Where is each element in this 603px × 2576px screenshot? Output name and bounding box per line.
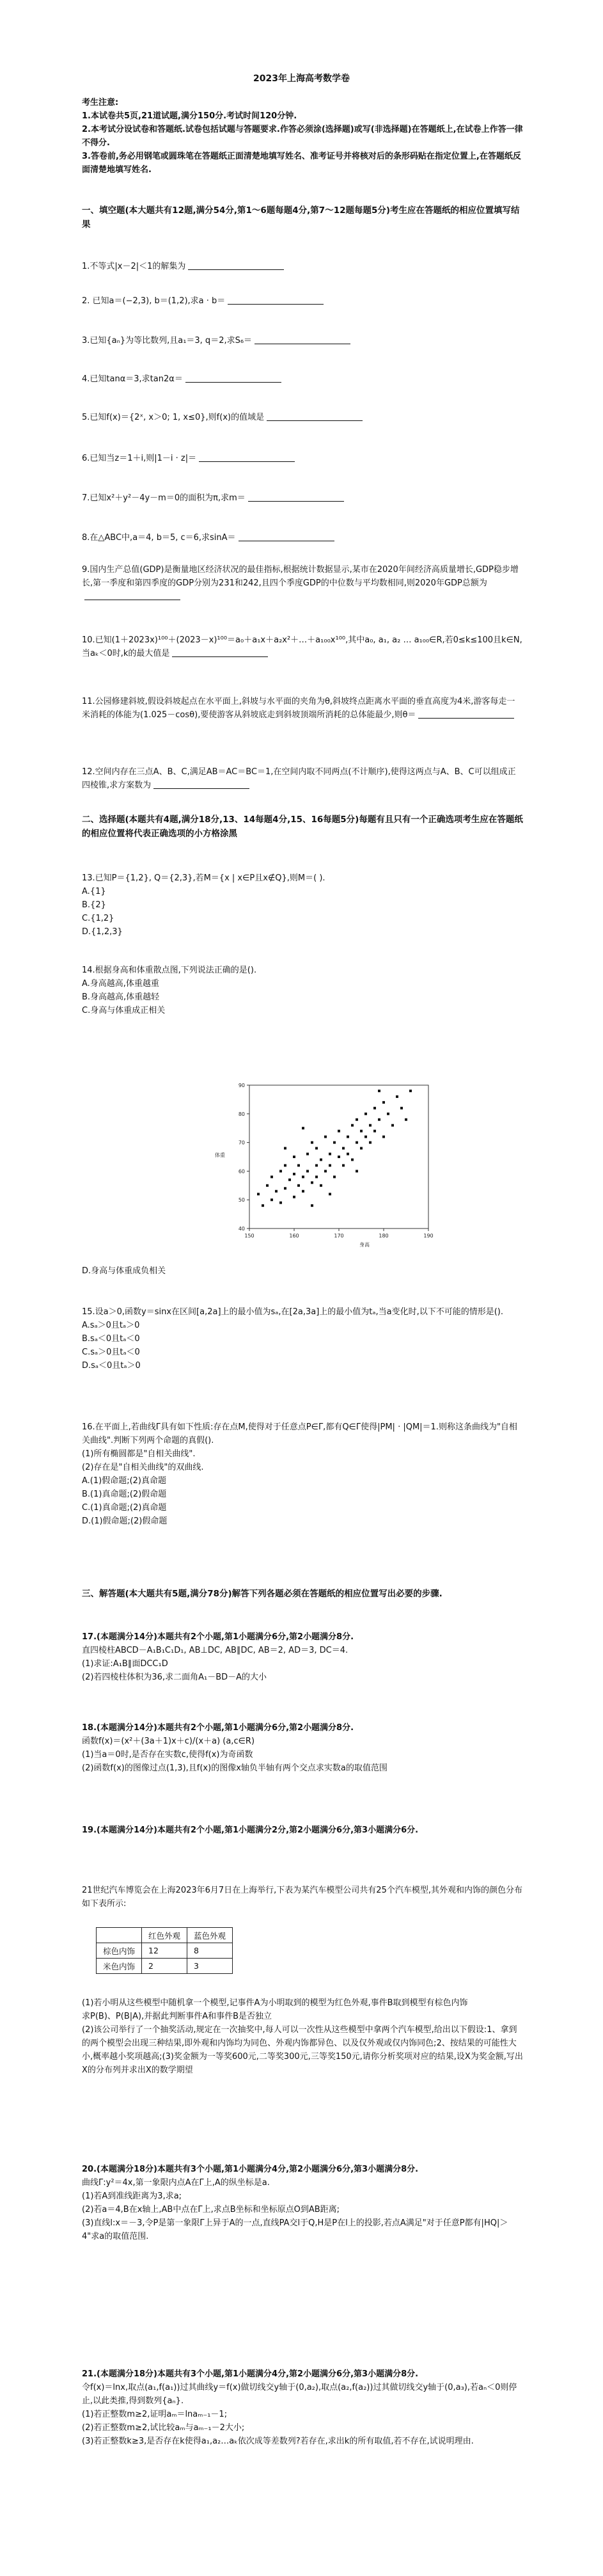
answer-blank [255,335,350,344]
option-b: B.身高越高,体重越轻 [82,992,160,1002]
data-point [311,1181,313,1184]
part2-heading-block [82,813,523,841]
data-point [351,1158,354,1161]
data-point [257,1193,260,1195]
data-point [306,1170,309,1172]
statement: (1)所有椭圆都是"自相关曲线". [82,1449,196,1459]
question-5: 5.已知f(x)＝{2ˣ, x＞0; 1, x≤0},则f(x)的值域是 [82,411,523,424]
table-row [97,1943,233,1959]
data-point [284,1147,286,1150]
answer-blank [248,492,344,502]
y-tick-label: 90 [238,1083,245,1088]
x-tick-label: 150 [244,1233,255,1239]
data-point [347,1153,349,1156]
data-point [342,1164,345,1166]
question-15: 15.设a＞0,函数y＝sinx在区间[a,2a]上的最小值为sₐ,在[2a,3a]上的最小值为tₐ,当a变化时,以下不可能的情形是(). A.sₐ＞0且tₐ＞0 B.sₐ＜0且tₐ＜0 C.sₐ＞0且tₐ＜0 D.sₐ＜0且tₐ＞0 [82,1305,523,1372]
y-tick-label: 40 [238,1226,245,1232]
data-point [405,1118,407,1121]
data-point [306,1153,309,1156]
data-point [378,1090,380,1092]
data-point [373,1107,376,1109]
table-header-cell: 蓝色外观 [187,1928,233,1943]
x-tick-label: 170 [334,1233,344,1239]
data-point [369,1141,372,1144]
data-point [288,1179,291,1181]
table-cell: 8 [187,1943,233,1959]
statement: (2)存在是"自相关曲线"的双曲线. [82,1463,204,1472]
question-1: 1.不等式|x－2|＜1的解集为 [82,260,523,273]
answer-blank [153,779,249,789]
question-11: 11.公园修建斜坡,假设斜坡起点在水平面上,斜坡与水平面的夹角为θ,斜坡终点距离水平面的垂直高度为4米,游客每走一米消耗的体能为(1.025－cosθ),要使游客从斜坡底走到斜坡顶端所消耗的总体能最少,则θ＝ [82,697,515,720]
data-point [324,1136,327,1138]
answer-blank [239,532,334,541]
data-point [351,1124,354,1127]
data-point [360,1130,363,1133]
question-13: 13.已知P＝{1,2}, Q＝{2,3},若M＝{x | x∈P且x∉Q},则M＝( ). A.{1} B.{2} C.{1,2} D.{1,2,3} [82,871,523,939]
data-point [315,1175,318,1178]
data-point [333,1175,336,1178]
data-point [342,1147,345,1150]
question-19-body: (1)若小明从这些模型中随机拿一个模型,记事件A为小明取到的模型为红色外观,事件B取到模型有棕色内饰 求P(B)、P(B|A),并据此判断事件A和事件B是否独立 (2)该公司举行了一个抽奖活动,规定在一次抽奖中,每人可以一次性从这些模型中拿两个汽车模型,给出以下假设:1、拿到的两个模型会出现三种结果,即外观和内饰均为同色、外观内饰都异色、以及仅外观或仅内饰同色;2、按结果的可能性大小,概率越小奖项越高;(3)奖金额为一等奖600元,二等奖300元,三等奖150元,请你分析奖项对应的结果,设X为奖金额,写出X的分布列并求出X的数学期望 [82,1998,523,2075]
page-title: 2023年上海高考数学卷 [253,74,350,84]
data-point [279,1170,282,1172]
option-d: D.(1)假命题;(2)假命题 [82,1516,168,1526]
question-19-intro: 21世纪汽车博览会在上海2023年6月7日在上海举行,下表为某汽车模型公司共有25个汽车模型,其外观和内饰的颜色分布如下表所示: [82,1886,522,1909]
question-7: 7.已知x²＋y²－4y－m＝0的面积为π,求m＝ [82,491,523,505]
answer-blank [185,373,281,383]
option-d: D.{1,2,3} [82,927,123,937]
question-18: 18.(本题满分14分)本题共有2个小题,第1小题满分6分,第2小题满分8分. 函数f(x)＝(x²＋(3a＋1)x＋c)/(x＋a) (a,c∈R) (1)当a＝0时,是否存在实数c,使得f(x)为奇函数 (2)函数f(x)的图像过点(1,3),且f(x)的图像x轴负半轴有两个交点求实数a的取值范围 [82,1723,388,1773]
table-header-cell: 红色外观 [142,1928,187,1943]
question-9: 9.国内生产总值(GDP)是衡量地区经济状况的最佳指标,根据统计数据显示,某市在2020年间经济高质量增长,GDP稳步增长,第一季度和第四季度的GDP分别为231和242,且四个季度GDP的中位数与平均数相同,则2020年GDP总额为 [82,563,523,603]
table-cell: 棕色内饰 [97,1943,142,1959]
data-point [293,1196,295,1198]
y-tick-label: 70 [238,1140,245,1146]
data-point [329,1193,331,1195]
y-tick-label: 50 [238,1197,245,1204]
option-a: A.{1} [82,887,106,896]
notice-section [82,96,523,177]
data-point [266,1184,269,1187]
x-tick-label: 190 [423,1233,434,1239]
data-point [356,1170,358,1172]
data-point [364,1136,367,1138]
data-point [320,1184,322,1187]
y-axis-label: 体重 [215,1152,225,1158]
data-point [396,1095,398,1098]
question-12: 12.空间内存在三点A、B、C,满足AB＝AC＝BC＝1,在空间内取不同两点(不计顺序),使得这两点与A、B、C可以组成正四棱锥,求方案数为 [82,767,516,790]
notice-line: 3.答卷前,务必用钢笔或圆珠笔在答题纸正面清楚地填写姓名、准考证号并将核对后的条形码贴在指定位置上,在答题纸反面清楚地填写姓名. [82,152,521,175]
data-point [311,1204,313,1207]
option-a: A.身高越高,体重越重 [82,979,159,989]
data-point [369,1124,372,1127]
data-point [324,1170,327,1172]
data-point [315,1164,318,1166]
table-header-row [97,1928,233,1943]
option-c: C.身高与体重成正相关 [82,1006,166,1015]
data-point [409,1090,412,1092]
data-point [338,1156,340,1158]
table-cell: 3 [187,1959,233,1974]
data-point [320,1158,322,1161]
question-10: 10.已知(1＋2023x)¹⁰⁰＋(2023－x)¹⁰⁰＝a₀＋a₁x＋a₂x²＋…＋a₁₀₀x¹⁰⁰,其中a₀, a₁, a₂ … a₁₀₀∈R,若0≤k≤100且k∈N,当aₖ＜0时,k的最大值是 [82,635,522,658]
question-6: 6.已知当z＝1＋i,则|1－i · z|＝ [82,452,523,465]
data-point [262,1204,264,1207]
data-point [284,1187,286,1189]
data-point [275,1190,278,1193]
data-point [297,1164,300,1166]
table-cell: 2 [142,1959,187,1974]
y-tick-label: 80 [238,1111,245,1117]
answer-blank [172,648,268,657]
answer-blank [418,709,514,719]
data-point [360,1147,363,1150]
question-16: 16.在平面上,若曲线Γ具有如下性质:存在点M,使得对于任意点P∈Γ,都有Q∈Γ使得|PM| · |QM|＝1.则称这条曲线为"自相关曲线".判断下列两个命题的真假(). (1)所有椭圆都是"自相关曲线". (2)存在是"自相关曲线"的双曲线. A.(1)假命题;(2)真命题 B.(1)真命题;(2)假命题 C.(1)真命题;(2)真命题 D.(1)假命题;(2)假命题 [82,1420,523,1528]
option-b: B.{2} [82,900,106,910]
data-point [400,1107,403,1109]
data-point [387,1113,389,1115]
data-point [279,1202,282,1204]
answer-blank [199,452,295,462]
question-14: 14.根据身高和体重散点图,下列说法正确的是(). A.身高越高,体重越重 B.身高越高,体重越轻 C.身高与体重成正相关 [82,964,523,1017]
table-header-cell [97,1928,142,1943]
question-4: 4.已知tanα＝3,求tan2α＝ [82,372,523,386]
data-point [302,1190,304,1193]
data-point [356,1118,358,1121]
data-point [378,1118,380,1121]
part3-heading-block [82,1587,523,1601]
question-8: 8.在△ABC中,a＝4, b＝5, c＝6,求sinA＝ [82,531,523,545]
question-2: 2. 已知a＝(−2,3), b＝(1,2),求a · b＝ [82,294,523,308]
question-21: 21.(本题满分18分)本题共有3个小题,第1小题满分4分,第2小题满分6分,第3小题满分8分. 令f(x)＝lnx,取点(a₁,f(a₁))过其曲线y＝f(x)做切线交y轴于(0,a₂),取点(a₂,f(a₂))过其做切线交y轴于(0,a₃),若aₙ＜0则停止,以此类推,得到数列{aₙ}. (1)若正整数m≥2,证明aₘ＝lnaₘ₋₁－1; (2)若正整数m≥2,试比较aₘ与aₘ₋₁－2大小; (3)若正整数k≥3,是否存在k使得a₁,a₂…aₖ依次成等差数列?若存在,求出k的所有取值,若不存在,试说明理由. [82,2369,517,2446]
answer-blank [228,295,324,305]
question-14-option-d [82,1264,523,1278]
color-distribution-table [96,1927,233,1974]
data-point [391,1124,394,1127]
notice-line: 2.本考试分设试卷和答题纸.试卷包括试题与答题要求.作答必须涂(选择题)或写(非选择题)在答题纸上,在试卷上作答一律不得分. [82,125,523,148]
data-point [382,1136,385,1138]
data-point [338,1130,340,1133]
data-point [302,1175,304,1178]
data-point [382,1101,385,1104]
notice-line: 1.本试卷共5页,21道试题,满分150分.考试时间120分钟. [82,111,297,121]
table-row [97,1959,233,1974]
question-17: 17.(本题满分14分)本题共有2个小题,第1小题满分6分,第2小题满分8分. 直四棱柱ABCD－A₁B₁C₁D₁, AB⊥DC, AB∥DC, AB＝2, AD＝3, DC＝4. (1)求证:A₁B∥面DCC₁D (2)若四棱柱体积为36,求二面角A₁－BD－A的大小 [82,1632,354,1682]
data-point [302,1127,304,1129]
table-cell: 12 [142,1943,187,1959]
data-point [270,1175,273,1178]
data-point [315,1147,318,1150]
data-point [329,1164,331,1166]
data-point [364,1113,367,1115]
notice-heading: 考生注意: [82,98,119,107]
answer-blank [188,260,284,270]
part1-heading: 一、填空题(本大题共有12题,满分54分,第1～6题每题4分,第7～12题每题5分)考生应在答题纸的相应位置填写结果 [82,205,520,230]
answer-blank [267,411,363,421]
data-point [347,1136,349,1138]
x-tick-label: 160 [289,1233,299,1239]
answer-blank [84,591,180,600]
table-cell: 米色内饰 [97,1959,142,1974]
option-c: C.sₐ＞0且tₐ＜0 [82,1348,140,1357]
data-point [297,1184,300,1187]
data-point [293,1173,295,1175]
part1-heading-block [82,203,523,232]
height-weight-scatter-chart [211,1077,441,1253]
option-c: C.{1,2} [82,914,114,923]
option-b: B.(1)真命题;(2)假命题 [82,1490,167,1499]
data-point [270,1198,273,1201]
data-point [373,1130,376,1133]
x-axis-label: 身高 [359,1242,370,1248]
data-point [311,1141,313,1144]
data-point [356,1141,358,1144]
question-3: 3.已知{aₙ}为等比数列,且a₁＝3, q＝2,求S₆＝ [82,334,523,347]
part2-heading: 二、选择题(本题共有4题,满分18分,13、14每题4分,15、16每题5分)每题有且只有一个正确选项考生应在答题纸的相应位置将代表正确选项的小方格涂黑 [82,815,523,839]
question-19-head: 19.(本题满分14分)本题共有2个小题,第1小题满分2分,第2小题满分6分,第3小题满分6分. [82,1825,419,1835]
option-a: A.sₐ＞0且tₐ＞0 [82,1321,140,1330]
data-point [333,1141,336,1144]
y-tick-label: 60 [238,1168,245,1175]
question-20: 20.(本题满分18分)本题共有3个小题,第1小题满分4分,第2小题满分6分,第3小题满分8分. 曲线Γ:y²＝4x,第一象限内点A在Γ上,A的纵坐标是a. (1)若A到准线距离为3,求a; (2)若a＝4,B在x轴上,AB中点在Γ上,求点B坐标和坐标原点O到AB距离; (3)直线l:x＝－3,令P是第一象限Γ上异于A的一点,直线PA交l于Q,H是P在l上的投影,若点A满足"对于任意P都有|HQ|＞4"求a的取值范围. [82,2165,508,2241]
option-a: A.(1)假命题;(2)真命题 [82,1476,167,1486]
scatter-svg [211,1077,441,1253]
data-point [329,1153,331,1156]
option-d: D.身高与体重成负相关 [82,1266,166,1276]
data-point [284,1164,286,1166]
part3-heading: 三、解答题(本大题共有5题,满分78分)解答下列各题必须在答题纸的相应位置写出必要的步骤. [82,1589,442,1599]
option-b: B.sₐ＜0且tₐ＜0 [82,1334,140,1344]
x-tick-label: 180 [379,1233,389,1239]
option-c: C.(1)真命题;(2)真命题 [82,1503,167,1513]
option-d: D.sₐ＜0且tₐ＞0 [82,1361,141,1371]
data-point [293,1156,295,1158]
